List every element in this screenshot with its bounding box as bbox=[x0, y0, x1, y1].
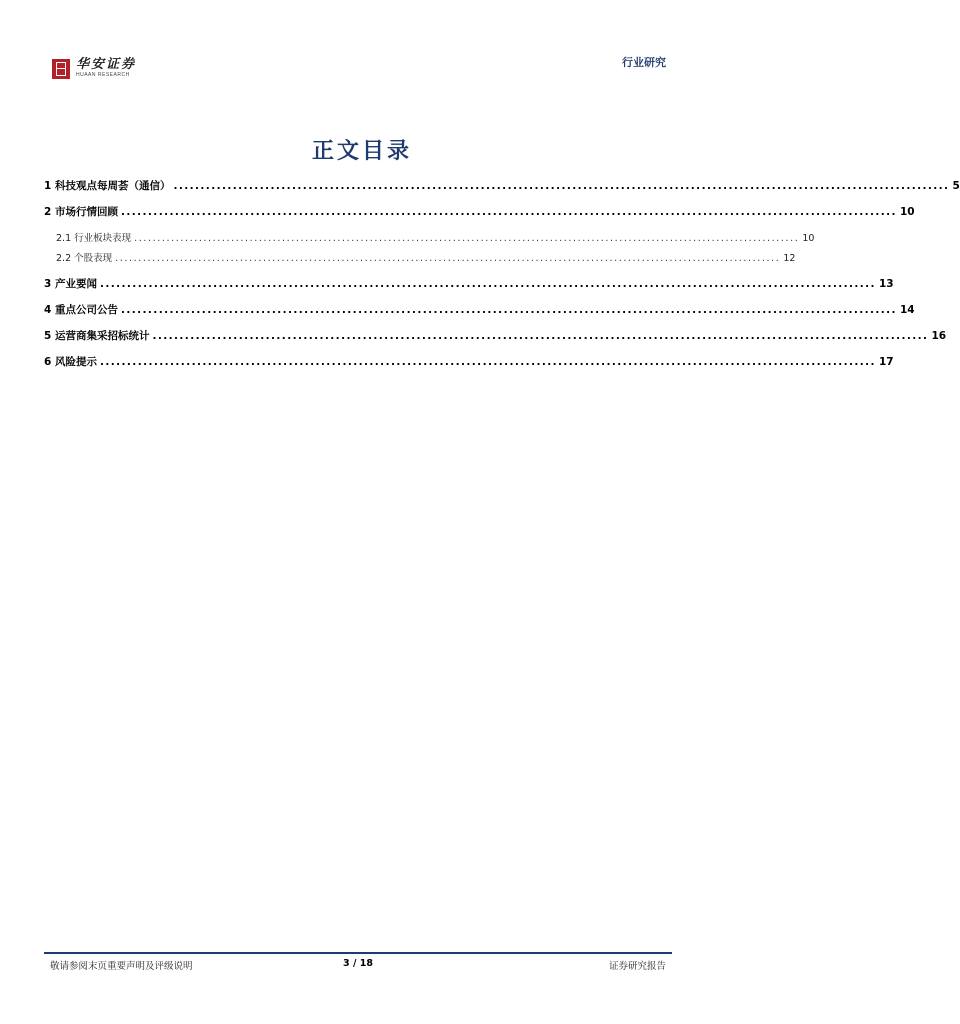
toc-entry-1[interactable] bbox=[44, 178, 960, 194]
page-number: 3 / 18 bbox=[343, 958, 373, 969]
toc-entry-label: 5 运营商集采招标统计 bbox=[44, 330, 150, 342]
toc-entry-page: 5 bbox=[952, 180, 960, 192]
toc-leader-dots: ................................................................................................................................................ bbox=[152, 330, 929, 342]
toc-entry-2-1[interactable] bbox=[44, 230, 815, 246]
toc-entry-page: 16 bbox=[931, 330, 947, 342]
toc-entry-2[interactable] bbox=[44, 204, 915, 220]
toc-entry-page: 10 bbox=[802, 233, 815, 244]
toc-entry-page: 13 bbox=[878, 278, 894, 290]
toc-entry-6[interactable] bbox=[44, 354, 894, 370]
toc-leader-dots: ................................................................................................................................................ bbox=[120, 206, 897, 218]
logo-en-text: HUAAN RESEARCH bbox=[76, 72, 130, 78]
toc-entry-page: 14 bbox=[899, 304, 915, 316]
footer-doc-type: 证券研究报告 bbox=[608, 961, 666, 972]
toc-entry-label: 1 科技观点每周荟（通信） bbox=[44, 180, 171, 192]
page-footer bbox=[44, 952, 672, 974]
toc-leader-dots: ................................................................................................................................................ bbox=[115, 253, 781, 264]
toc-entry-page: 17 bbox=[878, 356, 894, 368]
footer-divider bbox=[44, 952, 672, 954]
toc-entry-label: 2.2 个股表现 bbox=[56, 253, 113, 264]
toc-entry-label: 3 产业要闻 bbox=[44, 278, 97, 290]
toc-leader-dots: ................................................................................................................................................ bbox=[134, 233, 800, 244]
toc-entry-5[interactable] bbox=[44, 328, 947, 344]
toc-entry-2-2[interactable] bbox=[44, 250, 796, 266]
toc-leader-dots: ................................................................................................................................................ bbox=[173, 180, 950, 192]
logo-text bbox=[76, 58, 136, 79]
company-logo bbox=[52, 58, 136, 79]
toc-leader-dots: ................................................................................................................................................ bbox=[120, 304, 897, 316]
toc-entry-label: 4 重点公司公告 bbox=[44, 304, 118, 316]
footer-disclaimer: 敬请参阅末页重要声明及评级说明 bbox=[50, 961, 193, 972]
toc-entry-4[interactable] bbox=[44, 302, 915, 318]
report-category: 行业研究 bbox=[622, 56, 666, 69]
logo-cn-text: 华安证券 bbox=[76, 57, 137, 72]
page-header bbox=[0, 0, 724, 100]
toc-entry-label: 2 市场行情回顾 bbox=[44, 206, 118, 218]
logo-seal-icon bbox=[52, 59, 70, 79]
toc-entry-page: 10 bbox=[899, 206, 915, 218]
toc-entry-page: 12 bbox=[783, 253, 796, 264]
toc-entry-3[interactable] bbox=[44, 276, 894, 292]
toc-entry-label: 6 风险提示 bbox=[44, 356, 97, 368]
toc-leader-dots: ................................................................................................................................................ bbox=[99, 356, 876, 368]
toc-entry-label: 2.1 行业板块表现 bbox=[56, 233, 132, 244]
page-title: 正文目录 bbox=[311, 139, 412, 164]
toc-leader-dots: ................................................................................................................................................ bbox=[99, 278, 876, 290]
